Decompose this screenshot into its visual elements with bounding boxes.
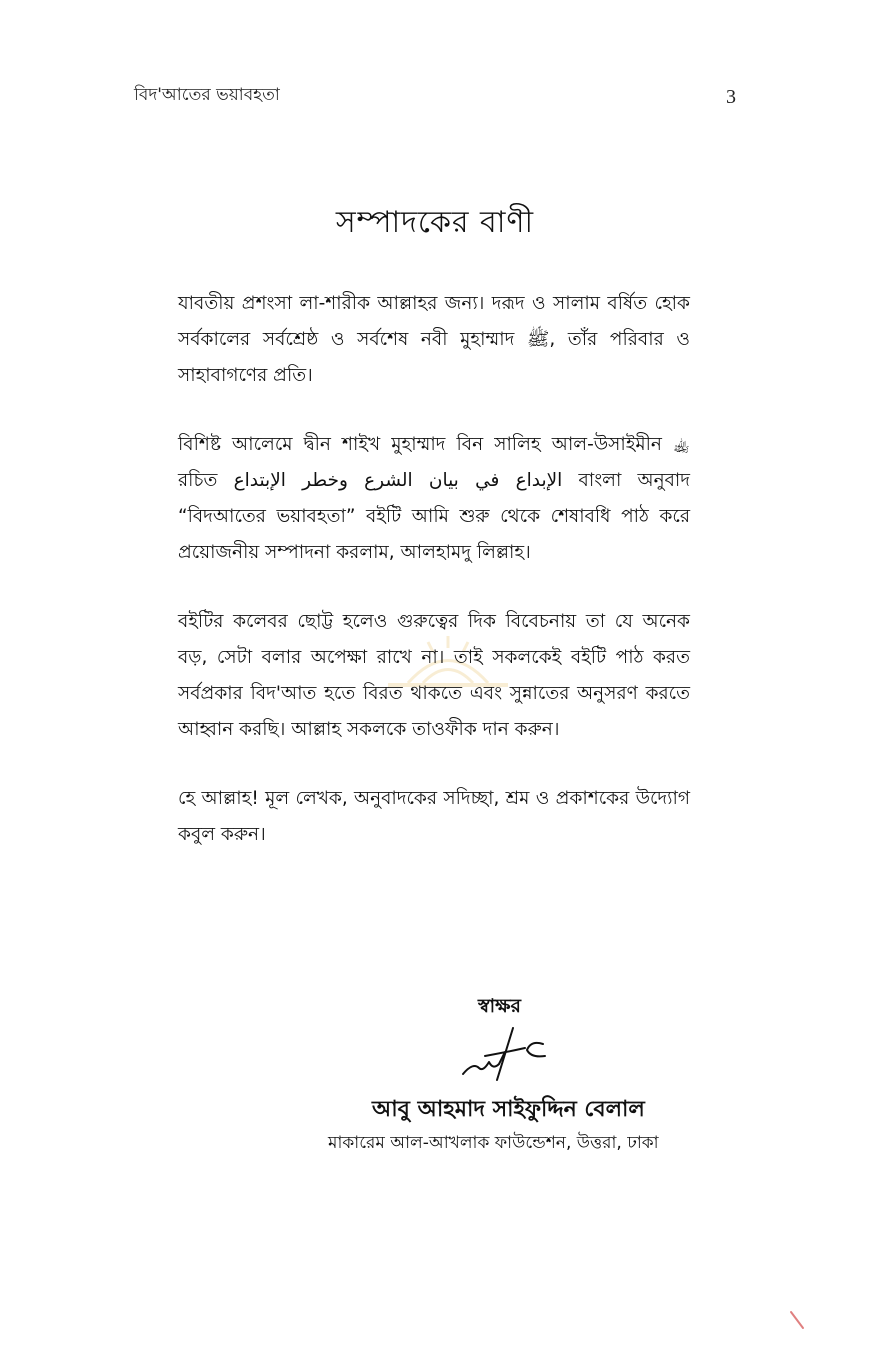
handwritten-signature-icon xyxy=(455,1022,555,1086)
signature-label: স্বাক্ষর xyxy=(478,995,521,1017)
page-title: সম্পাদকের বাণী xyxy=(335,205,535,240)
running-header: বিদ'আতের ভয়াবহতা xyxy=(134,85,280,105)
corner-mark-icon xyxy=(788,1310,808,1332)
paragraph-dua: হে আল্লাহ! মূল লেখক, অনুবাদকের সদিচ্ছা, শ্রম ও প্রকাশকের উদ্যোগ কবুল করুন। xyxy=(178,788,690,845)
paragraph-book-edit: বিশিষ্ট আলেমে দ্বীন শাইখ মুহাম্মাদ বিন সালিহ আল-উসাইমীন ﵀ রচিত الإبداع في بيان الشرع وخطر الإبتداع বাংলা অনুবাদ “বিদআতের ভয়াবহতা” বইটি আমি শুরু থেকে শেষাবধি পাঠ করে প্রয়োজনীয় সম্পাদনা করলাম, আলহামদু লিল্লাহ। xyxy=(178,434,690,563)
signer-name: আবু আহমাদ সাইফুদ্দিন বেলাল xyxy=(372,1097,645,1122)
editor-message-body xyxy=(178,286,690,886)
signer-affiliation: মাকারেম আল-আখলাক ফাউন্ডেশন, উত্তরা, ঢাকা xyxy=(328,1133,659,1153)
page-number: 3 xyxy=(726,86,736,108)
paragraph-importance: বইটির কলেবর ছোট্ট হলেও গুরুত্বের দিক বিবেচনায় তা যে অনেক বড়, সেটা বলার অপেক্ষা রাখে না। তাই সকলকেই বইটি পাঠ করত সর্বপ্রকার বিদ'আত হতে বিরত থাকতে এবং সুন্নাতের অনুসরণ করতে আহ্বান করছি। আল্লাহ সকলকে তাওফীক দান করুন। xyxy=(178,611,690,740)
paragraph-praise: যাবতীয় প্রশংসা লা-শারীক আল্লাহর জন্য। দরূদ ও সালাম বর্ষিত হোক সর্বকালের সর্বশ্রেষ্ঠ ও সর্বশেষ নবী মুহাম্মাদ ﷺ, তাঁর পরিবার ও সাহাবাগণের প্রতি। xyxy=(178,293,690,386)
